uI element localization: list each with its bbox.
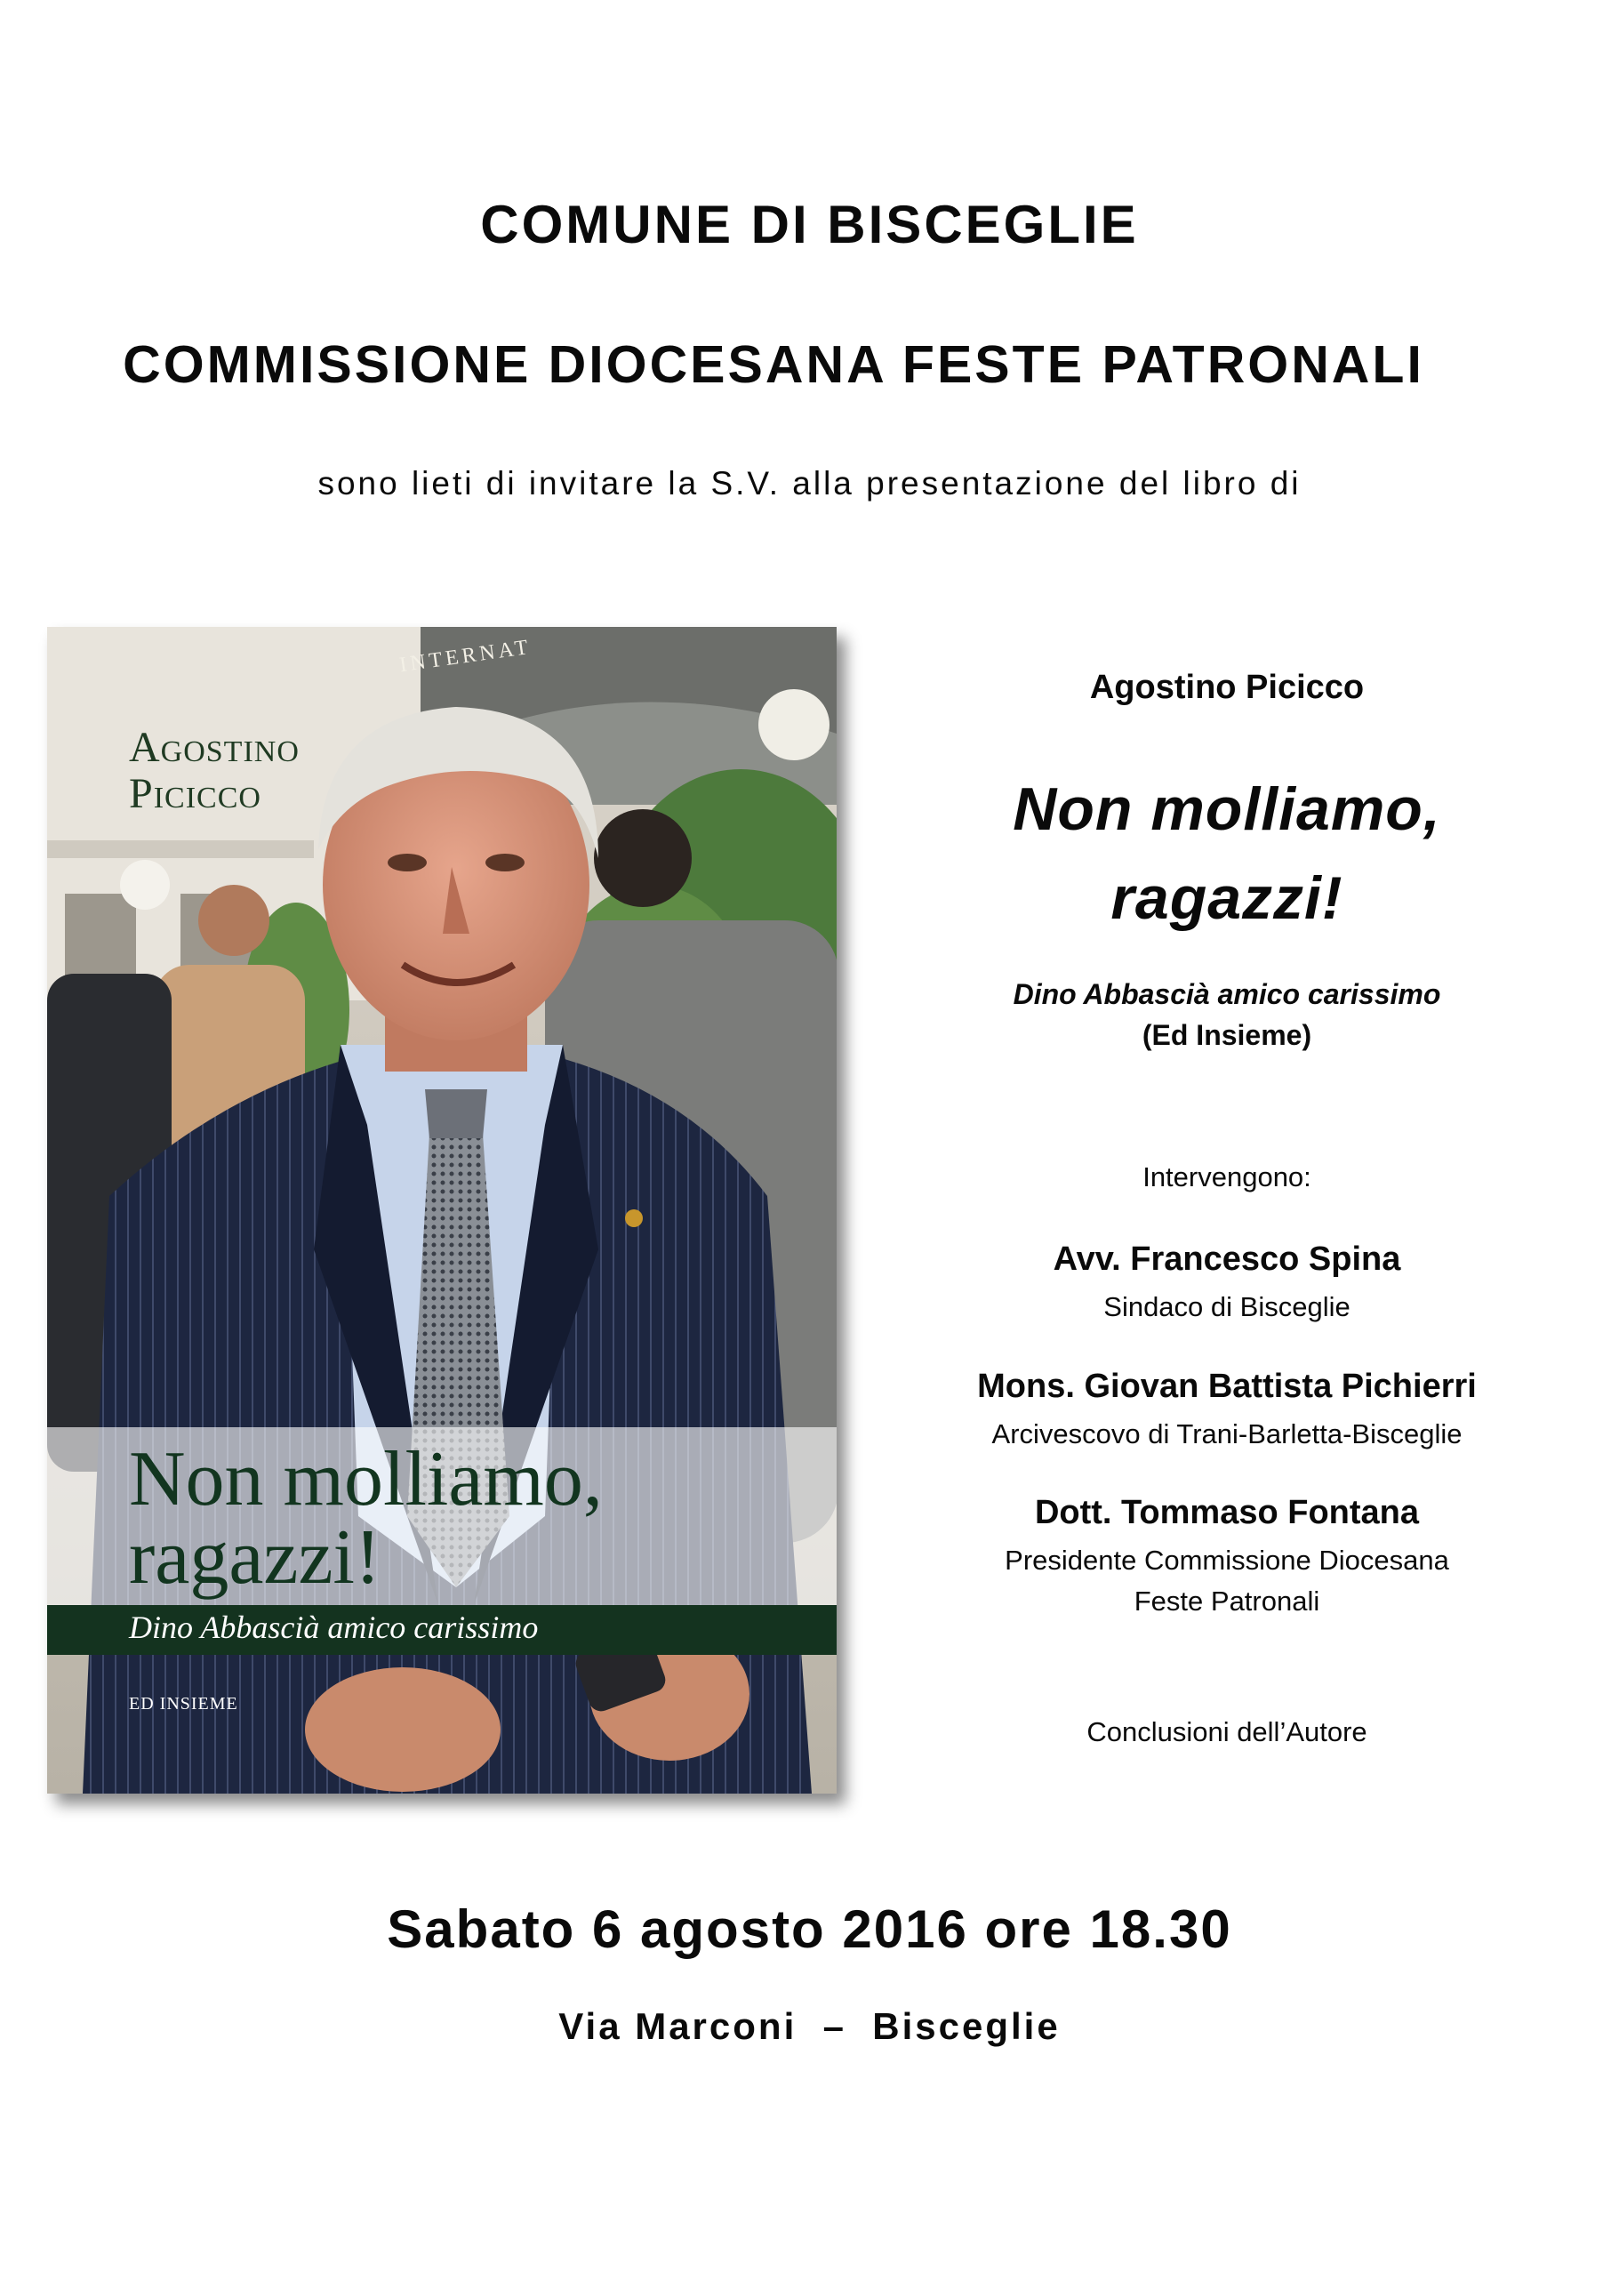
speaker-role	[916, 1540, 1538, 1622]
book-author: Agostino Picicco	[1089, 669, 1365, 706]
cover-author-first: Agostino	[129, 724, 300, 771]
book-cover	[47, 627, 837, 1794]
speaker-name: Mons. Giovan Battista Pichierri	[977, 1368, 1477, 1405]
cover-title	[129, 1436, 822, 1601]
event-place: Via Marconi – Bisceglie	[558, 2005, 1061, 2047]
cover-subtitle: Dino Abbascià amico carissimo	[129, 1610, 539, 1645]
speaker-role-line2: Feste Patronali	[1134, 1586, 1320, 1617]
book-publisher: (Ed Insieme)	[1142, 1019, 1312, 1051]
cover-title-line1: Non molliamo,	[129, 1436, 603, 1522]
book-title-line1: Non molliamo,	[1013, 775, 1441, 843]
speaker-role: Arcivescovo di Trani-Barletta-Bisceglie	[991, 1418, 1463, 1449]
cover-sign-text: INTERNAT	[397, 635, 533, 678]
cover-title-line2: ragazzi!	[129, 1514, 381, 1601]
speaker-role: Sindaco di Bisceglie	[1103, 1291, 1351, 1322]
cover-author-last: Picicco	[129, 770, 261, 817]
speakers-intro: Intervengono:	[1142, 1161, 1311, 1192]
book-title	[916, 765, 1538, 943]
organizer-commission: COMMISSIONE DIOCESANA FESTE PATRONALI	[123, 335, 1424, 394]
author-conclusion: Conclusioni dell’Autore	[1086, 1716, 1367, 1747]
organizer-municipality: COMUNE DI BISCEGLIE	[480, 195, 1139, 254]
speaker-name: Dott. Tommaso Fontana	[1034, 1494, 1420, 1531]
cover-author	[129, 725, 300, 817]
speaker-name: Avv. Francesco Spina	[1053, 1240, 1401, 1278]
book-subtitle: Dino Abbascià amico carissimo	[1013, 978, 1441, 1010]
invitation-text: sono lieti di invitare la S.V. alla presentazione del libro di	[317, 465, 1302, 502]
cover-publisher: ED INSIEME	[129, 1694, 238, 1714]
book-title-line2: ragazzi!	[1110, 864, 1343, 932]
event-date: Sabato 6 agosto 2016 ore 18.30	[387, 1899, 1232, 1959]
speaker-role-line1: Presidente Commissione Diocesana	[1005, 1545, 1449, 1576]
